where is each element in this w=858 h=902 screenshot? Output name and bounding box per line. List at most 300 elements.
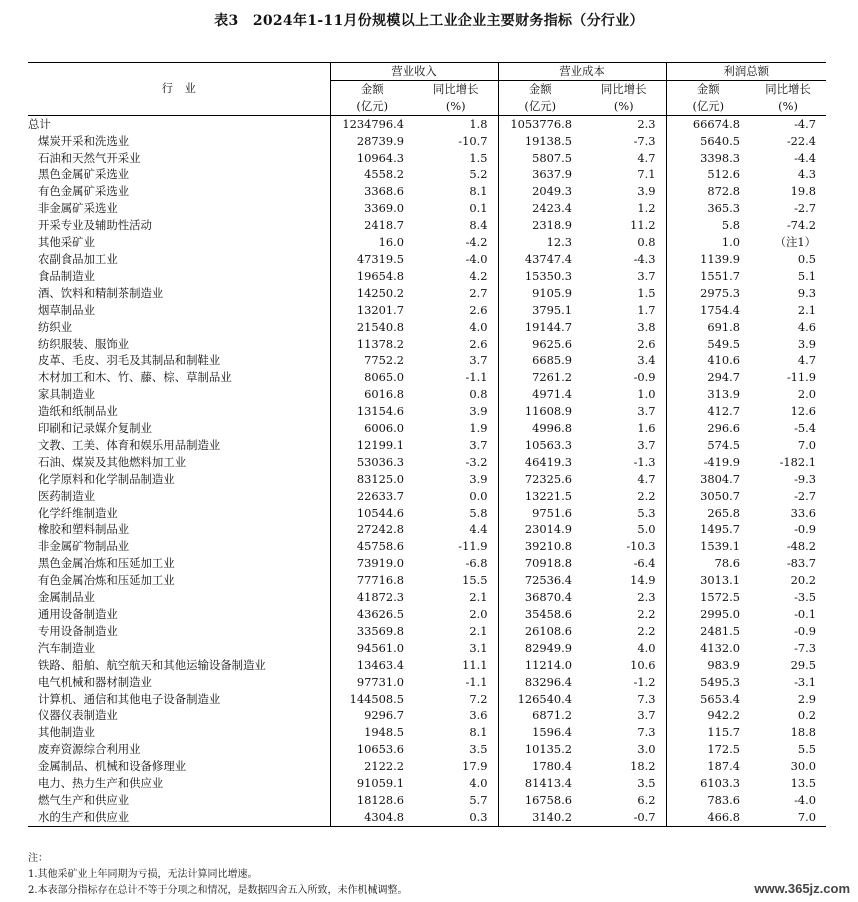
- cell-profit-g: 5.5: [797, 742, 817, 757]
- cell-cost: 35458.6: [498, 606, 582, 623]
- industry-name: 造纸和纸制品业: [38, 404, 118, 419]
- cell-cost: 83296.4: [498, 674, 582, 691]
- cell-cost: 2423.4: [498, 200, 582, 217]
- cell-rev: 19654.8: [330, 268, 414, 285]
- cell-cost: 43747.4: [498, 251, 582, 268]
- cell-profit-g: 4.7: [797, 353, 817, 368]
- table-row: [28, 555, 826, 572]
- cell-rev: 12199.1: [330, 437, 414, 454]
- cell-profit: 574.5: [666, 437, 750, 454]
- cell-profit: 4132.0: [666, 640, 750, 657]
- cell-profit: 3804.7: [666, 471, 750, 488]
- cell-cost-g: 2.2: [637, 623, 656, 638]
- cell-rev-g: 0.3: [414, 809, 498, 826]
- cell-profit: 187.4: [666, 758, 750, 775]
- cell-rev-g: 3.7: [469, 353, 488, 368]
- cell-profit-g: 7.0: [750, 809, 826, 826]
- cell-profit: 549.5: [666, 336, 750, 353]
- cell-rev: 28739.9: [330, 133, 414, 150]
- cell-cost: 3637.9: [498, 166, 582, 183]
- cell-rev: 73919.0: [330, 555, 414, 572]
- cell-rev: 2122.2: [330, 758, 414, 775]
- cell-cost-g: 3.7: [637, 268, 656, 283]
- cell-rev: 11378.2: [330, 336, 414, 353]
- cell-profit-g: -11.9: [786, 370, 817, 385]
- industry-name: 电气机械和器材制造业: [38, 674, 152, 689]
- cell-profit: 1495.7: [666, 521, 750, 538]
- cell-cost-g: 3.5: [637, 776, 656, 791]
- cell-profit-g: 3.9: [797, 336, 817, 351]
- table-row: [28, 217, 826, 234]
- cell-rev-g: 8.1: [469, 184, 488, 199]
- cell-cost: 6685.9: [498, 352, 582, 369]
- cell-cost-g: -1.3: [633, 454, 656, 469]
- industry-name: 燃气生产和供应业: [38, 792, 130, 807]
- cell-rev-g: 5.2: [469, 167, 488, 182]
- cell-cost-g: 10.6: [630, 657, 656, 672]
- cell-cost-g: 1.7: [637, 302, 656, 317]
- profit-growth-header: [750, 80, 826, 115]
- cell-cost: 11608.9: [498, 403, 582, 420]
- cell-rev: 21540.8: [330, 319, 414, 336]
- cell-cost-g: 3.8: [637, 319, 656, 334]
- cell-rev-g: 2.0: [469, 607, 488, 621]
- cell-rev: 22633.7: [330, 488, 414, 505]
- cell-rev: 83125.0: [330, 471, 414, 488]
- revenue-growth-header: [414, 80, 498, 115]
- cell-cost: 15350.3: [498, 268, 582, 285]
- cell-profit-g: -0.9: [794, 522, 817, 537]
- industry-name: 纺织服装、服饰业: [38, 336, 130, 351]
- cost-group-header: 营业成本: [498, 63, 666, 81]
- cell-profit: 2995.0: [666, 606, 750, 623]
- table-row: [28, 792, 826, 809]
- table-row: [28, 674, 826, 691]
- table-row: [28, 234, 826, 251]
- cell-profit: 3013.1: [666, 572, 750, 589]
- profit-amount-label: 金额: [696, 81, 720, 96]
- cell-profit: 172.5: [666, 741, 750, 758]
- cell-rev: 33569.8: [330, 623, 414, 640]
- cell-cost: 9105.9: [498, 285, 582, 302]
- cell-rev: 3368.6: [330, 183, 414, 200]
- industry-name: 有色金属矿采选业: [38, 184, 130, 199]
- cell-cost-g: 0.8: [637, 235, 656, 250]
- cell-cost-g: 7.1: [637, 167, 656, 182]
- cell-rev-g: -1.1: [465, 370, 488, 385]
- cell-cost-g: -1.2: [633, 674, 656, 689]
- industry-name: 食品制造业: [38, 268, 95, 283]
- cell-rev-g: 2.6: [469, 336, 488, 351]
- cell-profit-g: -2.7: [794, 488, 817, 503]
- industry-name: 橡胶和塑料制品业: [38, 522, 130, 537]
- industry-name: 石油和天然气开采业: [38, 150, 141, 165]
- profit-amount-header: [666, 80, 750, 115]
- cell-profit: 1.0: [666, 234, 750, 251]
- table-row: [28, 200, 826, 217]
- cell-rev: 41872.3: [330, 589, 414, 606]
- industry-name: 黑色金属冶炼和压延加工业: [38, 556, 175, 571]
- industry-name: 汽车制造业: [38, 640, 95, 655]
- cell-rev-g: 0.8: [469, 387, 488, 402]
- cell-profit: 115.7: [666, 724, 750, 741]
- cell-rev: 13201.7: [330, 302, 414, 319]
- table-row: [28, 133, 826, 150]
- cell-rev: 10964.3: [330, 150, 414, 167]
- cell-profit-g: -9.3: [794, 471, 817, 486]
- cell-rev: 13154.6: [330, 403, 414, 420]
- cell-profit-g: -22.4: [786, 133, 817, 148]
- cell-cost: 70918.8: [498, 555, 582, 572]
- cell-cost-g: 18.2: [630, 759, 656, 774]
- cell-cost: 72536.4: [498, 572, 582, 589]
- cell-cost-g: 4.7: [637, 150, 656, 165]
- cell-profit-g: 29.5: [790, 657, 817, 672]
- cell-rev-g: 2.6: [469, 302, 488, 317]
- cell-cost: 36870.4: [498, 589, 582, 606]
- cell-cost: 19138.5: [498, 133, 582, 150]
- table-row: [28, 809, 826, 826]
- table-row: [28, 640, 826, 657]
- table-row: [28, 521, 826, 538]
- cell-rev-g: 2.7: [469, 285, 488, 300]
- cell-rev-g: 3.5: [469, 742, 488, 757]
- cell-rev: 4304.8: [330, 809, 414, 826]
- cell-cost-g: 7.3: [637, 725, 656, 740]
- industry-name: 开采专业及辅助性活动: [38, 218, 152, 233]
- industry-name: 水的生产和供应业: [28, 809, 330, 826]
- cell-profit: 5653.4: [666, 691, 750, 708]
- cell-rev: 53036.3: [330, 454, 414, 471]
- cell-rev-g: 0.0: [469, 488, 488, 503]
- table-row: [28, 471, 826, 488]
- industry-name: 总计: [28, 116, 51, 131]
- cell-profit-g: 12.6: [790, 404, 817, 419]
- cell-profit: 1539.1: [666, 538, 750, 555]
- cell-profit-g: -7.3: [794, 640, 817, 655]
- cell-cost-g: 1.0: [637, 387, 656, 402]
- cell-rev-g: 1.9: [469, 421, 488, 436]
- cell-profit: 3050.7: [666, 488, 750, 505]
- cell-rev-g: 2.1: [469, 623, 488, 638]
- revenue-group-header: 营业收入: [330, 63, 498, 81]
- table-row: [28, 758, 826, 775]
- cell-profit: -419.9: [666, 454, 750, 471]
- cell-cost-g: 3.7: [637, 437, 656, 452]
- cell-profit-g: 0.5: [797, 251, 817, 266]
- cell-rev-g: -4.0: [465, 251, 488, 266]
- industry-name: 印刷和记录媒介复制业: [38, 421, 152, 436]
- cell-cost: 10135.2: [498, 741, 582, 758]
- cell-rev-g: 4.4: [469, 522, 488, 537]
- cell-cost-g: -0.9: [633, 370, 656, 385]
- industry-name: 非金属矿物制品业: [38, 539, 130, 554]
- cell-rev: 2418.7: [330, 217, 414, 234]
- cell-profit: 512.6: [666, 166, 750, 183]
- cell-rev-g: 7.2: [469, 691, 488, 706]
- cell-profit: 410.6: [666, 352, 750, 369]
- financial-indicators-table: [28, 62, 826, 827]
- cell-rev: 6006.0: [330, 420, 414, 437]
- industry-name: 计算机、通信和其他电子设备制造业: [38, 691, 221, 706]
- profit-amount-unit: (亿元): [692, 98, 725, 113]
- cell-cost: 1780.4: [498, 758, 582, 775]
- cell-profit-g: 2.0: [797, 387, 817, 402]
- cell-profit-g: -182.1: [779, 454, 817, 469]
- industry-name: 煤炭开采和洗选业: [38, 133, 130, 148]
- table-row: [28, 302, 826, 319]
- cell-rev: 91059.1: [330, 775, 414, 792]
- cell-profit: 6103.3: [666, 775, 750, 792]
- cell-rev: 8065.0: [330, 369, 414, 386]
- table-row: [28, 319, 826, 336]
- cell-rev-g: 1.5: [469, 150, 488, 165]
- cell-cost-g: 3.7: [637, 404, 656, 419]
- cell-profit-g: -4.4: [794, 150, 817, 165]
- cell-cost: 126540.4: [498, 691, 582, 708]
- cell-rev-g: 4.2: [469, 268, 488, 283]
- cell-cost: 11214.0: [498, 657, 582, 674]
- industry-name: 金属制品业: [38, 590, 95, 605]
- table-row: [28, 538, 826, 555]
- table-row: [28, 352, 826, 369]
- industry-name: 家具制造业: [38, 387, 95, 402]
- cell-profit-g: 18.8: [790, 725, 817, 740]
- note-2: 2.本表部分指标存在总计不等于分项之和情况，是数据四舍五入所致，未作机械调整。: [28, 885, 408, 896]
- cell-cost: 4971.4: [498, 386, 582, 403]
- cell-rev-g: 8.4: [469, 218, 488, 233]
- table-row: [28, 268, 826, 285]
- cell-cost: 23014.9: [498, 521, 582, 538]
- cell-profit: 2975.3: [666, 285, 750, 302]
- cell-rev-g: 3.9: [469, 471, 488, 486]
- cell-rev-g: 3.9: [469, 404, 488, 419]
- profit-growth-unit: (%): [778, 98, 798, 113]
- cell-profit: 313.9: [666, 386, 750, 403]
- table-row: [28, 336, 826, 353]
- cell-cost: 6871.2: [498, 707, 582, 724]
- industry-name: 铁路、船舶、航空航天和其他运输设备制造业: [38, 657, 266, 672]
- table-row: [28, 572, 826, 589]
- cell-profit: 265.8: [666, 505, 750, 522]
- table-row: [28, 166, 826, 183]
- cell-cost-g: 5.3: [637, 505, 656, 520]
- cell-rev-g: 5.7: [469, 792, 488, 807]
- cell-profit-g: 20.2: [790, 573, 817, 588]
- table-row: [28, 454, 826, 471]
- cell-profit-g: 13.5: [790, 776, 817, 791]
- cell-profit-g: 4.3: [797, 167, 817, 182]
- cell-rev: 77716.8: [330, 572, 414, 589]
- table-row: [28, 115, 826, 132]
- cell-profit-g: -0.1: [794, 607, 817, 621]
- cell-rev: 14250.2: [330, 285, 414, 302]
- cell-profit-g: -48.2: [786, 539, 817, 554]
- cell-profit: 294.7: [666, 369, 750, 386]
- industry-name: 其他制造业: [38, 725, 95, 740]
- cell-profit: 5640.5: [666, 133, 750, 150]
- cell-rev-g: -10.7: [458, 133, 488, 148]
- cell-cost: 39210.8: [498, 538, 582, 555]
- cost-growth-unit: (%): [613, 98, 634, 113]
- cost-growth-label: 同比增长: [600, 81, 647, 96]
- cell-cost: 72325.6: [498, 471, 582, 488]
- revenue-amount-label: 金额: [360, 81, 384, 96]
- industry-name: 农副食品加工业: [38, 251, 118, 266]
- industry-name: 烟草制品业: [38, 302, 95, 317]
- cell-rev: 10544.6: [330, 505, 414, 522]
- cell-profit: 983.9: [666, 657, 750, 674]
- cell-cost: 7261.2: [498, 369, 582, 386]
- notes-label: 注：: [28, 853, 48, 864]
- table-row: [28, 150, 826, 167]
- table-row: [28, 386, 826, 403]
- cell-cost-g: -0.7: [582, 809, 666, 826]
- industry-name: 木材加工和木、竹、藤、棕、草制品业: [38, 370, 232, 385]
- cell-cost-g: 2.3: [637, 116, 656, 131]
- table-row: [28, 488, 826, 505]
- table-row: [28, 437, 826, 454]
- cell-profit: 942.2: [666, 707, 750, 724]
- cell-rev-g: -1.1: [465, 674, 488, 689]
- cell-cost-g: 2.3: [637, 590, 656, 605]
- cell-rev-g: 4.0: [469, 776, 488, 791]
- cell-profit: 3398.3: [666, 150, 750, 167]
- cell-rev-g: -11.9: [458, 539, 488, 554]
- industry-name: 文教、工美、体育和娱乐用品制造业: [38, 437, 221, 452]
- industry-name: 通用设备制造业: [38, 607, 118, 621]
- cell-profit-g: 19.8: [790, 184, 817, 199]
- cell-profit: 691.8: [666, 319, 750, 336]
- cell-profit-g: -0.9: [794, 623, 817, 638]
- cell-profit: 1754.4: [666, 302, 750, 319]
- cost-growth-header: [582, 80, 666, 115]
- cell-profit-g: 30.0: [790, 759, 817, 774]
- cell-cost: 5807.5: [498, 150, 582, 167]
- revenue-growth-unit: (%): [445, 98, 466, 113]
- cell-cost: 81413.4: [498, 775, 582, 792]
- cell-rev: 18128.6: [330, 792, 414, 809]
- cell-rev-g: 3.6: [469, 708, 488, 723]
- cell-cost: 2049.3: [498, 183, 582, 200]
- industry-name: 酒、饮料和精制茶制造业: [38, 285, 164, 300]
- industry-name: 金属制品、机械和设备修理业: [38, 759, 187, 774]
- notes: [28, 851, 408, 899]
- cell-cost: 1053776.8: [498, 115, 582, 132]
- industry-name: 医药制造业: [38, 488, 95, 503]
- revenue-amount-header: [330, 80, 414, 115]
- cell-cost: 1596.4: [498, 724, 582, 741]
- cell-cost-g: 14.9: [630, 573, 656, 588]
- industry-header: 行 业: [28, 63, 330, 116]
- cell-rev: 27242.8: [330, 521, 414, 538]
- profit-growth-label: 同比增长: [765, 81, 811, 96]
- cell-cost-g: 4.7: [637, 471, 656, 486]
- cell-profit: 2481.5: [666, 623, 750, 640]
- cell-profit: 872.8: [666, 183, 750, 200]
- cell-cost-g: -10.3: [626, 539, 656, 554]
- cell-rev-g: -4.2: [465, 235, 488, 250]
- industry-name: 化学原料和化学制品制造业: [38, 471, 175, 486]
- cell-profit-g: -3.5: [794, 590, 817, 605]
- watermark: www.365jz.com: [754, 881, 850, 896]
- table-row: [28, 657, 826, 674]
- industry-name: 石油、煤炭及其他燃料加工业: [38, 454, 187, 469]
- industry-name: 皮革、毛皮、羽毛及其制品和制鞋业: [38, 353, 221, 368]
- table-row: [28, 589, 826, 606]
- cell-cost-g: 11.2: [630, 218, 656, 233]
- table-title: 表3 2024年1-11月份规模以上工业企业主要财务指标（分行业）: [214, 13, 644, 29]
- cell-rev-g: 2.1: [469, 590, 488, 605]
- table-row: [28, 606, 826, 623]
- cell-rev: 6016.8: [330, 386, 414, 403]
- cost-amount-label: 金额: [528, 81, 552, 96]
- cell-profit-g: -3.1: [794, 674, 817, 689]
- table-row: [28, 420, 826, 437]
- cell-cost-g: -7.3: [633, 133, 656, 148]
- cell-rev-g: 8.1: [469, 725, 488, 740]
- cell-rev: 97731.0: [330, 674, 414, 691]
- cell-rev: 3369.0: [330, 200, 414, 217]
- table-row: [28, 775, 826, 792]
- cell-cost: 12.3: [498, 234, 582, 251]
- cell-cost: 2318.9: [498, 217, 582, 234]
- cell-rev-g: 0.1: [469, 201, 488, 216]
- cell-cost: 4996.8: [498, 420, 582, 437]
- cell-rev: 1948.5: [330, 724, 414, 741]
- cell-rev-g: 17.9: [462, 759, 488, 774]
- cell-cost-g: 6.2: [637, 792, 656, 807]
- cell-cost-g: 1.6: [637, 421, 656, 436]
- industry-name: 黑色金属矿采选业: [38, 167, 130, 182]
- cell-cost-g: 1.5: [637, 285, 656, 300]
- table-row: [28, 403, 826, 420]
- cell-cost: 13221.5: [498, 488, 582, 505]
- cell-cost: 16758.6: [498, 792, 582, 809]
- cell-profit-g: 4.6: [797, 319, 817, 334]
- cell-profit-g: 0.2: [797, 708, 817, 723]
- cell-profit: 783.6: [666, 792, 750, 809]
- cell-cost-g: 3.7: [637, 708, 656, 723]
- cell-rev: 43626.5: [330, 606, 414, 623]
- cell-cost-g: 5.0: [637, 522, 656, 537]
- table-row: [28, 724, 826, 741]
- cell-cost-g: 2.6: [637, 336, 656, 351]
- cell-profit-g: -4.7: [794, 116, 817, 131]
- cell-profit: 66674.8: [666, 115, 750, 132]
- cell-profit: 466.8: [666, 809, 750, 826]
- industry-name: 仪器仪表制造业: [38, 708, 118, 723]
- cell-cost: 10563.3: [498, 437, 582, 454]
- cell-profit: 1572.5: [666, 589, 750, 606]
- table-row: [28, 369, 826, 386]
- cell-rev: 94561.0: [330, 640, 414, 657]
- cell-profit: 296.6: [666, 420, 750, 437]
- table-row: [28, 707, 826, 724]
- cell-profit-g: -4.0: [794, 792, 817, 807]
- table-row: [28, 285, 826, 302]
- note-1: 1.其他采矿业上年同期为亏损，无法计算同比增速。: [28, 869, 258, 880]
- profit-group-header: 利润总额: [666, 63, 826, 81]
- industry-name: 专用设备制造业: [38, 623, 118, 638]
- cell-rev-g: 3.7: [469, 437, 488, 452]
- cell-cost: 3795.1: [498, 302, 582, 319]
- table-row: [28, 183, 826, 200]
- table-row: [28, 691, 826, 708]
- cost-amount-header: [498, 80, 582, 115]
- cell-rev: 16.0: [330, 234, 414, 251]
- cell-rev: 144508.5: [330, 691, 414, 708]
